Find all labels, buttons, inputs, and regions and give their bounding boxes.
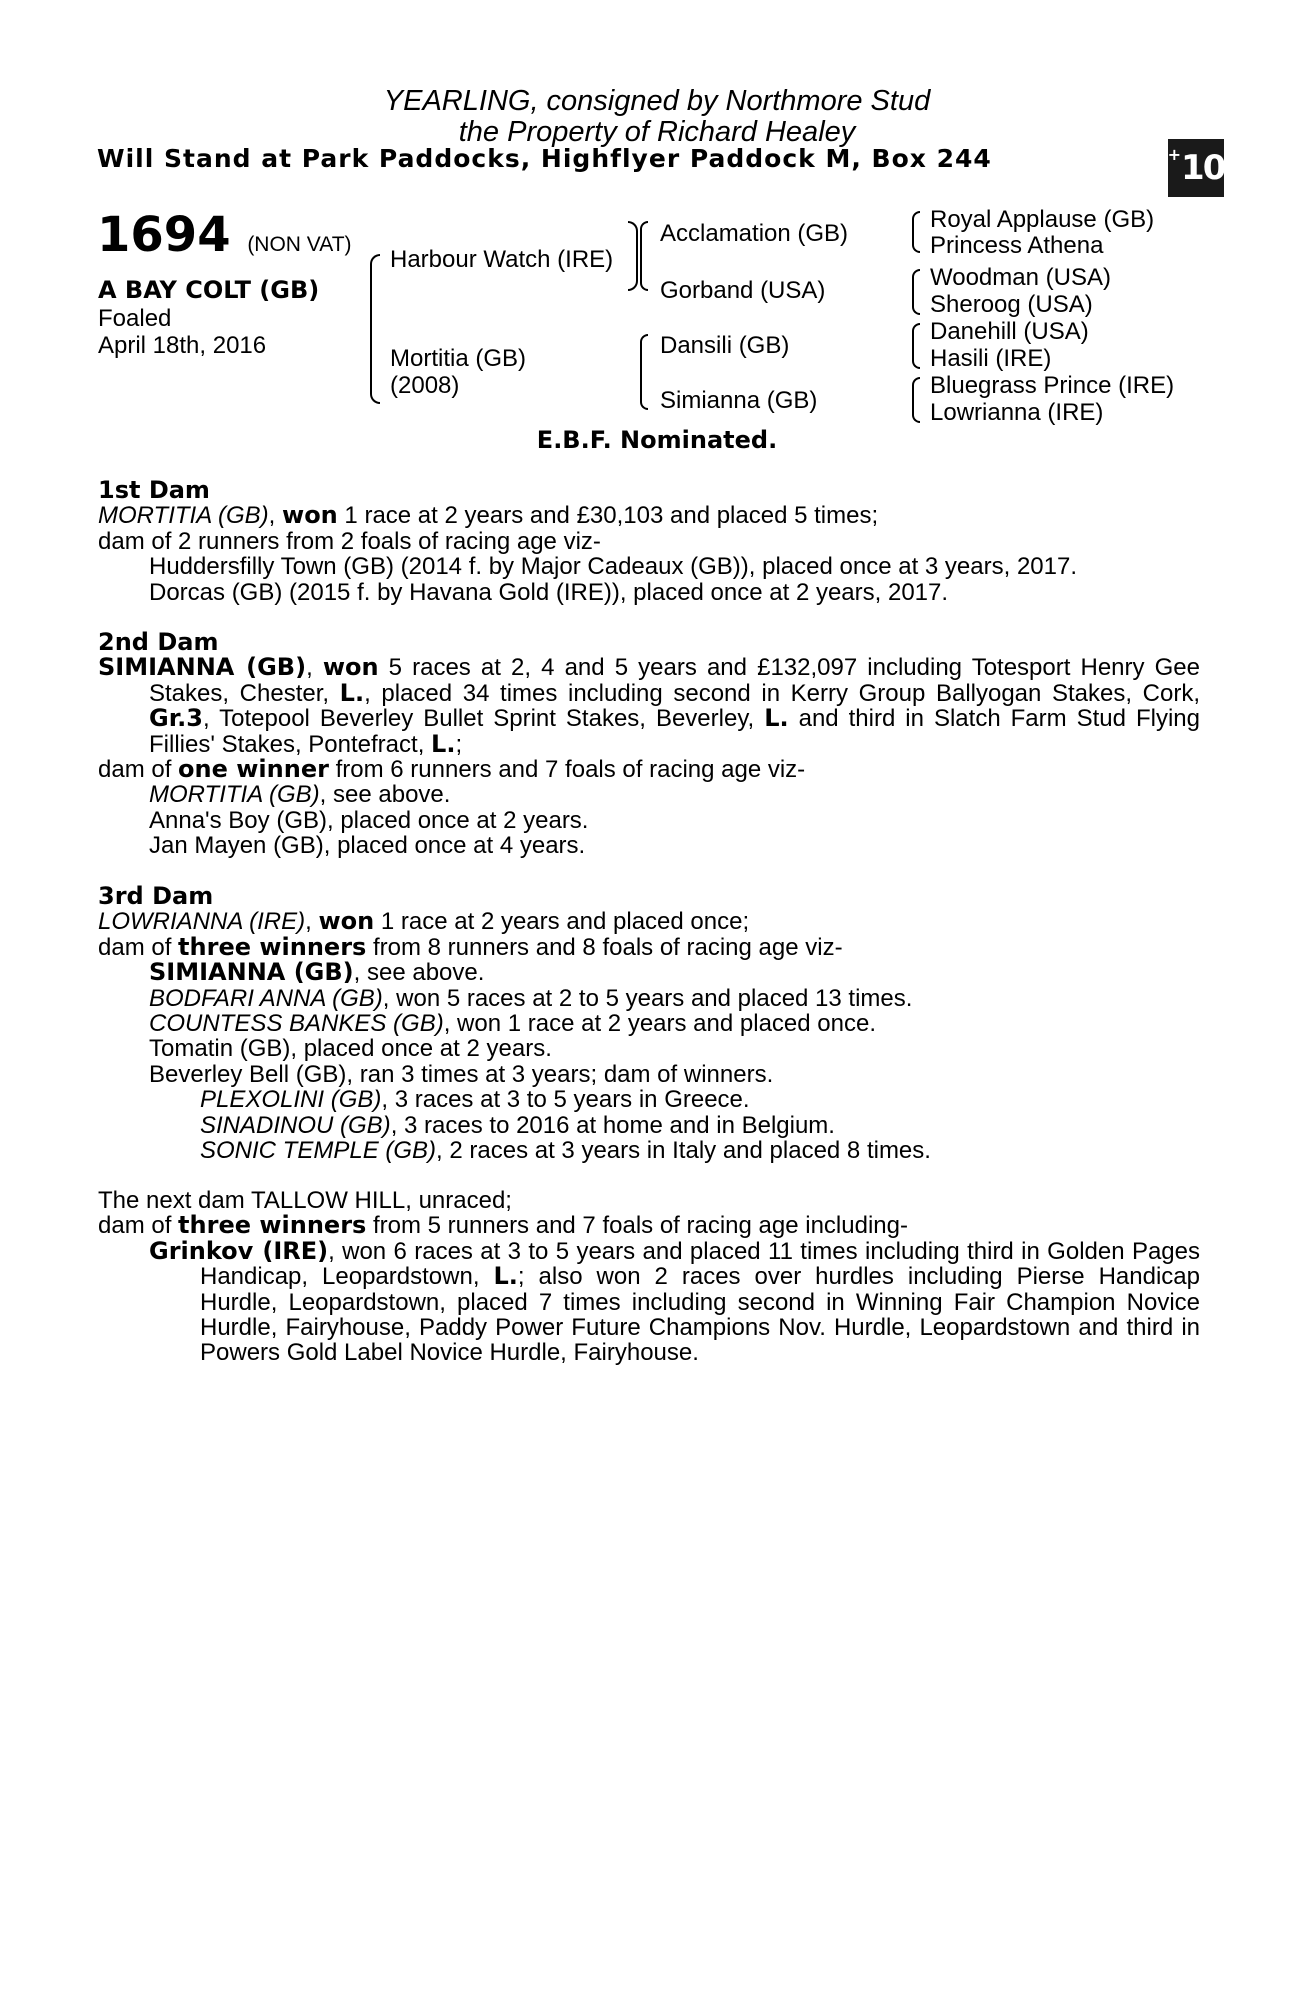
winners-count: three winners [178, 932, 367, 961]
won-label: won [318, 907, 375, 936]
foal-name: SINADINOU (GB) [200, 1111, 391, 1139]
next-dam-line: The next dam TALLOW HILL, unraced; [98, 1187, 512, 1214]
second-dam-foal-3: Jan Mayen (GB), placed once at 4 years. [149, 832, 586, 860]
produce-suffix: from 5 runners and 7 foals of racing age including- [366, 1212, 908, 1240]
foal-record: , 3 races at 3 to 5 years in Greece. [381, 1086, 750, 1114]
won-label: won [322, 653, 379, 682]
third-dam-foal-2 [98, 986, 1200, 1011]
pedigree-sds: Woodman (USA) [930, 264, 1111, 291]
third-dam-foal-4: Tomatin (GB), placed once at 2 years. [149, 1035, 552, 1063]
listed-label: L. [493, 1262, 518, 1291]
listed-label: L. [764, 704, 789, 733]
foal-record: , 3 races to 2016 at home and in Belgium. [390, 1111, 835, 1139]
foal-name: Grinkov (IRE) [149, 1236, 329, 1265]
vat-status: (NON VAT) [247, 233, 352, 256]
third-dam-heading: 3rd Dam [98, 882, 214, 910]
pedigree-sire-sire: Acclamation (GB) [660, 220, 849, 247]
foal-name: SIMIANNA (GB) [149, 958, 354, 987]
produce-prefix: dam of [98, 1212, 179, 1240]
third-dam-foal-5: Beverley Bell (GB), ran 3 times at 3 years; dam of winners. [149, 1060, 774, 1088]
second-dam-foal-1 [98, 782, 1200, 807]
listed-label: L. [339, 678, 365, 707]
foal-name: PLEXOLINI (GB) [200, 1086, 382, 1114]
won-label: won [282, 501, 338, 530]
pedigree-dam-dam: Simianna (GB) [660, 387, 818, 414]
group-3-label: Gr.3 [149, 704, 203, 733]
pedigree-brace-1 [912, 211, 920, 253]
lot-badge [1168, 139, 1224, 197]
grandfoal-3 [98, 1138, 1200, 1163]
foal-record: , won 1 race at 2 years and placed once. [443, 1010, 876, 1038]
third-dam-record: LOWRIANNA (IRE), won 1 race at 2 years and placed once; [98, 907, 750, 936]
second-dam-rec-5: ; [455, 730, 463, 758]
first-dam-race-record: 1 race at 2 years and £30,103 and placed 5 times; [337, 502, 879, 530]
second-dam-rec-1: 5 races at 2, 4 and 5 years and £132,097 including Totesport Henry Gee Stakes, Chester, [149, 654, 1200, 707]
third-dam-foal-1 [98, 960, 1200, 985]
grandfoal-1 [98, 1087, 1200, 1112]
produce-prefix: dam of [98, 756, 179, 784]
grandfoal-2 [98, 1113, 1200, 1138]
first-dam-produce: dam of 2 runners from 2 foals of racing age viz- [98, 527, 601, 555]
pedigree-brace-2 [912, 269, 920, 315]
stand-location: Will Stand at Park Paddocks, Highflyer Paddock M, Box 244 [97, 144, 992, 173]
pedigree-dss: Danehill (USA) [930, 318, 1089, 345]
lot-number: 1694 [97, 207, 231, 263]
pedigree-brace-3 [912, 323, 920, 369]
pedigree-sdd: Sheroog (USA) [930, 291, 1093, 318]
first-dam-foal-1: Huddersfilly Town (GB) (2014 f. by Major Cadeaux (GB)), placed once at 3 years, 2017. [149, 553, 1077, 581]
foal-record: , won 5 races at 2 to 5 years and placed 13 times. [382, 984, 913, 1012]
second-dam-record: SIMIANNA (GB), won 5 races at 2, 4 and 5 years and £132,097 including Totesport Henry Gee Stakes, Chester, L., placed 34 times including second in Kerry Group Ballyogan Stakes, Cork, Gr.3, Totepool Beverley Bullet Sprint Stakes, Beverley, L. and third in Slatch Farm Stud Flying Fillies' Stakes, Pontefract, L.; [98, 653, 1201, 758]
second-dam-rec-2: , placed 34 times including second in Kerry Group Ballyogan Stakes, Cork, [364, 679, 1200, 707]
lot-number-line [97, 207, 352, 270]
pedigree-brace-sire-inner [640, 221, 648, 291]
badge-plus: + [1167, 144, 1182, 164]
pedigree-sss: Royal Applause (GB) [930, 206, 1155, 233]
first-dam-name: MORTITIA (GB) [98, 502, 269, 530]
first-dam-foal-2: Dorcas (GB) (2015 f. by Havana Gold (IRE)), placed once at 2 years, 2017. [149, 578, 949, 606]
listed-label: L. [431, 729, 456, 758]
foal-name: SONIC TEMPLE (GB) [200, 1137, 437, 1165]
foal-name: MORTITIA (GB) [149, 781, 320, 809]
pedigree-ddd: Lowrianna (IRE) [930, 399, 1104, 426]
pedigree-dam: Mortitia (GB) [390, 345, 527, 372]
next-dam-foal-1 [98, 1236, 1200, 1367]
second-dam-rec-3: , Totepool Beverley Bullet Sprint Stakes, Beverley, [202, 705, 765, 733]
ebf-nominated: E.B.F. Nominated. [536, 426, 778, 454]
pedigree-ssd: Princess Athena [930, 232, 1104, 259]
pedigree-dam-year: (2008) [390, 372, 460, 399]
badge-number: 10 [1181, 148, 1225, 188]
first-dam-record: MORTITIA (GB), won 1 race at 2 years and £30,103 and placed 5 times; [98, 501, 879, 530]
second-dam-heading: 2nd Dam [98, 628, 219, 656]
pedigree-brace-dam [640, 334, 648, 410]
second-dam-rec-4: and third in Slatch Farm Stud Flying Fillies' Stakes, Pontefract, [149, 705, 1201, 758]
first-dam-section [98, 478, 1200, 605]
pedigree-brace-4 [912, 377, 920, 423]
winners-count: three winners [178, 1211, 367, 1240]
second-dam-foal-2: Anna's Boy (GB), placed once at 2 years. [149, 806, 589, 834]
next-dam-produce [98, 1213, 1200, 1238]
pedigree-brace-sire [628, 221, 638, 291]
pedigree-brace-main [370, 254, 380, 404]
second-dam-produce [98, 757, 1200, 782]
second-dam-name: SIMIANNA (GB) [98, 653, 307, 682]
third-dam-name: LOWRIANNA (IRE) [98, 908, 306, 936]
third-dam-race-record: 1 race at 2 years and placed once; [374, 908, 750, 936]
consignor-line: YEARLING, consigned by Northmore Stud [383, 85, 931, 117]
produce-suffix: from 6 runners and 7 foals of racing age viz- [328, 756, 806, 784]
produce-suffix: from 8 runners and 8 foals of racing age viz- [366, 933, 843, 961]
foaled-label: Foaled [98, 305, 172, 332]
horse-name: A BAY COLT (GB) [98, 276, 320, 304]
pedigree-dsd: Hasili (IRE) [930, 345, 1052, 372]
foal-name: BODFARI ANNA (GB) [149, 984, 383, 1012]
winners-count: one winner [178, 755, 329, 784]
pedigree-dds: Bluegrass Prince (IRE) [930, 372, 1175, 399]
foaled-date: April 18th, 2016 [98, 332, 267, 359]
produce-prefix: dam of [98, 933, 179, 961]
foal-record-2: ; also won 2 races over hurdles including Pierse Handicap Hurdle, Leopardstown, placed 7 times including second in Winning Fair Champion Novice Hurdle, Fairyhouse, Paddy Power Future Champions Nov. Hurdle, Leopardstown and third in Powers Gold Label Novice Hurdle, Fairyhouse. [200, 1263, 1200, 1367]
third-dam-section [98, 884, 1200, 1163]
next-dam-section [98, 1188, 1200, 1366]
pedigree-sire-dam: Gorband (USA) [660, 277, 826, 304]
second-dam-section [98, 630, 1200, 859]
foal-record: , 2 races at 3 years in Italy and placed 8 times. [436, 1137, 931, 1165]
foal-record-1: , won 6 races at 3 to 5 years and placed 11 times including third in Golden Pages Handicap, Leopardstown, [200, 1237, 1200, 1291]
foal-record: , see above. [319, 781, 451, 809]
third-dam-produce [98, 932, 1200, 961]
third-dam-foal-3 [98, 1011, 1200, 1036]
foal-record: , see above. [353, 959, 485, 987]
pedigree-dam-sire: Dansili (GB) [660, 332, 790, 359]
property-line: the Property of Richard Healey [458, 116, 856, 148]
first-dam-heading: 1st Dam [98, 476, 210, 504]
foal-name: COUNTESS BANKES (GB) [149, 1010, 444, 1038]
pedigree-sire: Harbour Watch (IRE) [390, 246, 614, 273]
